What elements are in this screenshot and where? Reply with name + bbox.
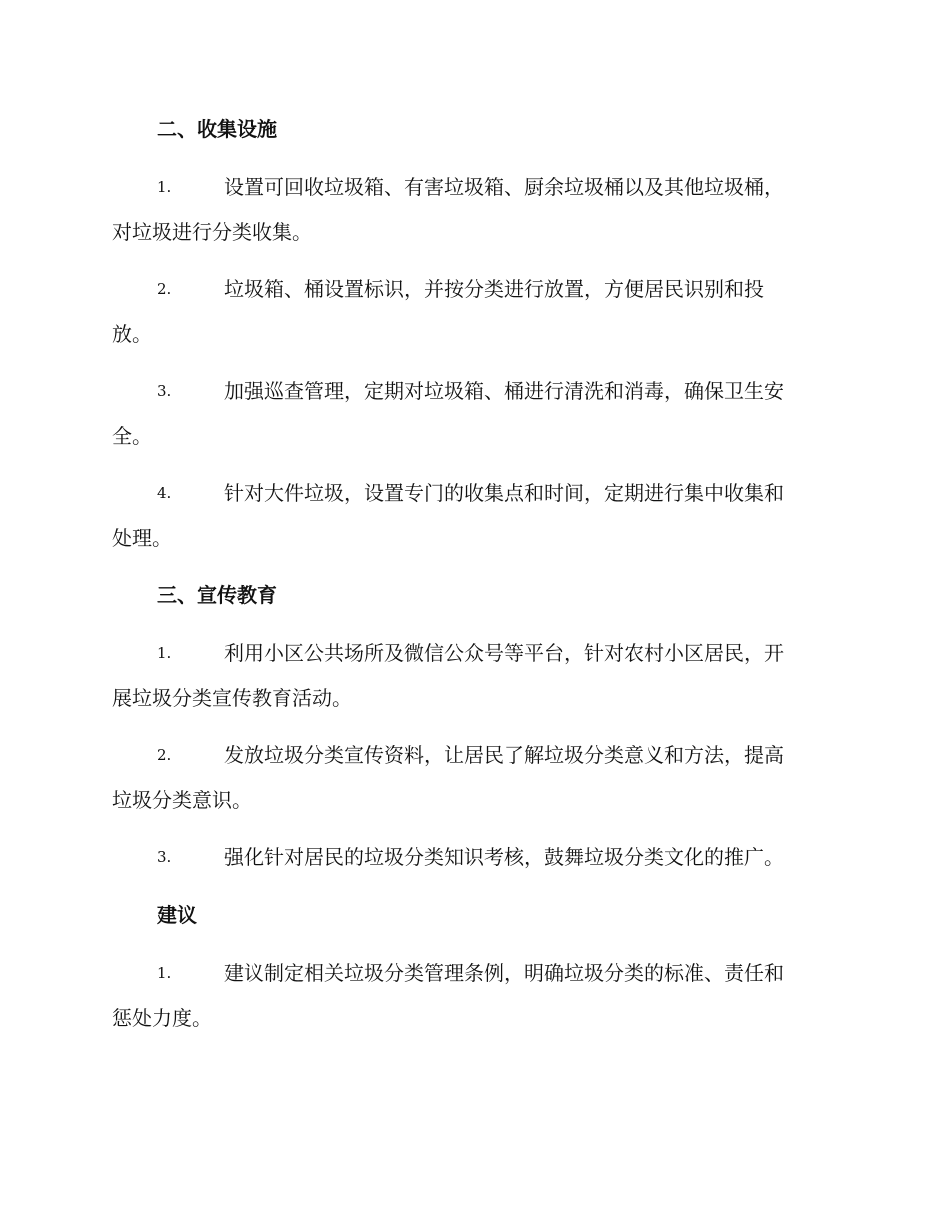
item-number: 1. (157, 178, 172, 196)
item-text-line: 加强巡查管理，定期对垃圾箱、桶进行清洗和消毒，确保卫生安 (224, 379, 784, 403)
item-text-line: 展垃圾分类宣传教育活动。 (112, 686, 352, 710)
item-text-line: 针对大件垃圾，设置专门的收集点和时间，定期进行集中收集和 (224, 481, 784, 505)
item-number: 1. (157, 964, 172, 982)
item-number: 2. (157, 280, 172, 298)
item-text-line: 垃圾分类意识。 (112, 788, 252, 812)
item-text-line: 垃圾箱、桶设置标识，并按分类进行放置，方便居民识别和投 (224, 277, 764, 301)
item-text-line: 设置可回收垃圾箱、有害垃圾箱、厨余垃圾桶以及其他垃圾桶， (224, 175, 784, 199)
section-heading-publicity-education: 三、宣传教育 (157, 583, 277, 607)
section-heading-suggestions: 建议 (157, 903, 197, 927)
item-number: 2. (157, 746, 172, 764)
item-text-line: 全。 (112, 424, 152, 448)
item-number: 3. (157, 382, 172, 400)
item-number: 4. (157, 484, 172, 502)
item-number: 1. (157, 644, 172, 662)
item-text-line: 建议制定相关垃圾分类管理条例，明确垃圾分类的标准、责任和 (224, 961, 784, 985)
item-text-line: 对垃圾进行分类收集。 (112, 220, 312, 244)
item-text-line: 放。 (112, 322, 152, 346)
item-text-line: 强化针对居民的垃圾分类知识考核，鼓舞垃圾分类文化的推广。 (224, 845, 784, 869)
item-text-line: 利用小区公共场所及微信公众号等平台，针对农村小区居民，开 (224, 641, 784, 665)
item-text-line: 处理。 (112, 526, 172, 550)
item-text-line: 惩处力度。 (112, 1006, 212, 1030)
section-heading-collection-facilities: 二、收集设施 (157, 117, 277, 141)
item-number: 3. (157, 848, 172, 866)
item-text-line: 发放垃圾分类宣传资料，让居民了解垃圾分类意义和方法，提高 (224, 743, 784, 767)
